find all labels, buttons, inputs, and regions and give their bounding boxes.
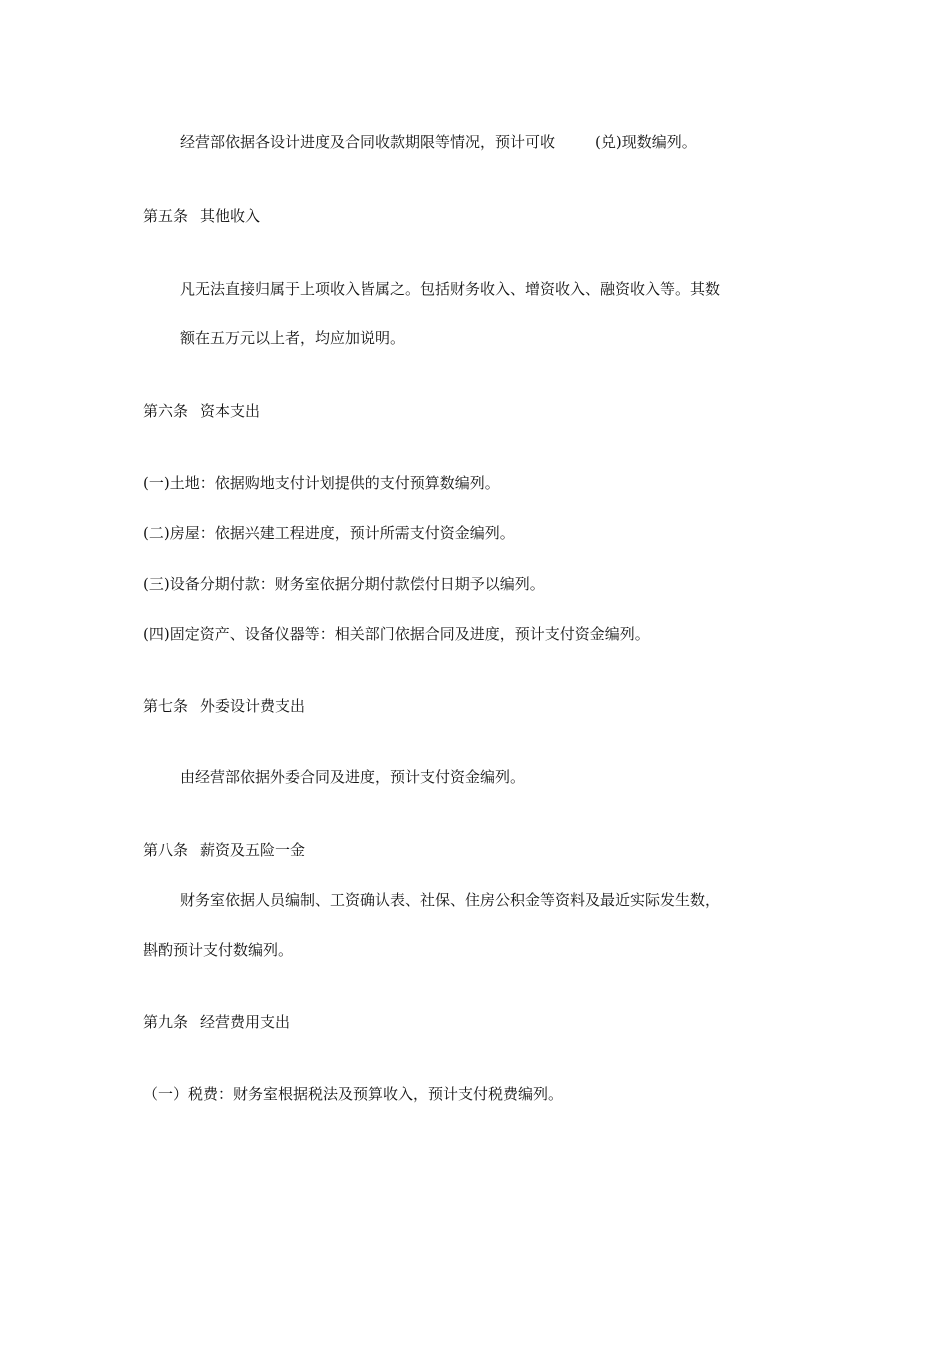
art5-body-line-1: 凡无法直接归属于上项收入皆属之。包括财务收入、增资收入、融资收入等。其数 (180, 280, 721, 298)
art6-item-4: (四)固定资产、设备仪器等：相关部门依据合同及进度，预计支付资金编列。 (143, 625, 650, 643)
article-title: 经营费用支出 (200, 1013, 291, 1031)
art8-body-line-2: 斟酌预计支付数编列。 (143, 941, 294, 959)
article-number: 第五条 (143, 207, 189, 225)
art5-body-line-2: 额在五万元以上者，均应加说明。 (180, 329, 406, 347)
article-7-heading (143, 696, 305, 716)
art6-item-1: (一)土地：依据购地支付计划提供的支付预算数编列。 (143, 474, 500, 492)
article-8-heading (143, 840, 305, 860)
art9-item-1: （一）税费：财务室根据税法及预算收入，预计支付税费编列。 (143, 1085, 564, 1103)
article-title: 其他收入 (200, 207, 261, 225)
art4-body-part-a: 经营部依据各设计进度及合同收款期限等情况，预计可收 (180, 133, 556, 151)
art6-item-2: (二)房屋：依据兴建工程进度，预计所需支付资金编列。 (143, 524, 515, 542)
article-title: 薪资及五险一金 (200, 841, 306, 859)
article-number: 第九条 (143, 1013, 189, 1031)
article-title: 资本支出 (200, 402, 261, 420)
article-9-heading (143, 1012, 290, 1032)
art4-body-part-b: (兑)现数编列。 (595, 133, 697, 151)
article-title: 外委设计费支出 (200, 697, 306, 715)
article-number: 第七条 (143, 697, 189, 715)
art8-body-line-1: 财务室依据人员编制、工资确认表、社保、住房公积金等资料及最近实际发生数， (180, 891, 721, 909)
article-number: 第六条 (143, 402, 189, 420)
article-5-heading (143, 206, 260, 226)
art4-body (180, 132, 697, 152)
article-number: 第八条 (143, 841, 189, 859)
article-6-heading (143, 401, 260, 421)
art7-body: 由经营部依据外委合同及进度，预计支付资金编列。 (180, 768, 526, 786)
art6-item-3: (三)设备分期付款：财务室依据分期付款偿付日期予以编列。 (143, 575, 545, 593)
